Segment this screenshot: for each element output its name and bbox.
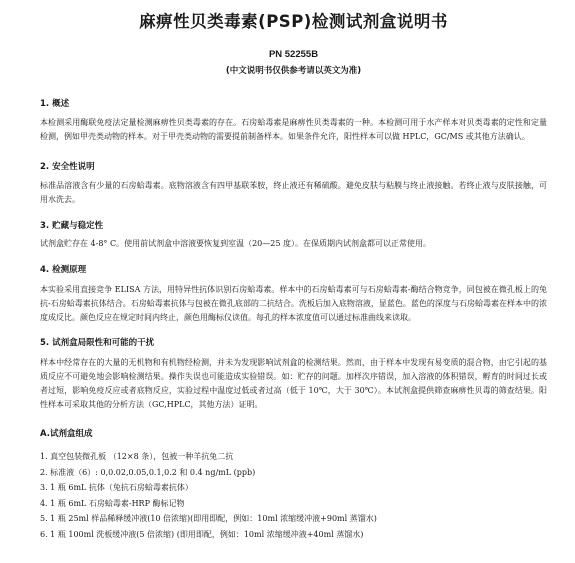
kit-item: 3. 1 瓶 6mL 抗体（兔抗石房蛤毒素抗体） bbox=[40, 483, 193, 492]
section-body-principle: 本实验采用直接竞争 ELISA 方法，用特异性抗体识别石房蛤毒素。样本中的石房蛤毒素可与石房蛤毒素-酶结合物竞争，同包被在微孔板上的兔抗-石房蛤毒素抗体结合。石房蛤毒素抗体与包被在微孔底部的二抗结合。洗板后加入底物溶液，显蓝色。蓝色的深度与石房蛤毒素在样本中的浓度成反比。颜色反应在规定时间内终止，颜色用酶标仪读值。每孔的样本浓度值可以通过标准曲线来读取。 bbox=[40, 285, 547, 322]
document-title: 麻痹性贝类毒素(PSP)检测试剂盒说明书 bbox=[139, 12, 448, 31]
section-body-overview: 本检测采用酶联免疫法定量检测麻痹性贝类毒素的存在。石房蛤毒素是麻痹性贝类毒素的一种。本检测可用于水产样本对贝类毒素的定性和定量检测，例如甲壳类动物的样本。对于甲壳类动物的需要提前制备样本。如果条件允许，阳性样本可以做 HPLC，GC/MS 或其他方法确认。 bbox=[40, 118, 547, 141]
translation-note: (中文说明书仅供参考请以英文为准) bbox=[225, 66, 362, 76]
kit-item: 5. 1 瓶 25ml 样品稀释缓冲液(10 倍浓缩)(即用即配，例如：10ml 浓缩缓冲液+90ml 蒸馏水) bbox=[40, 514, 377, 523]
kit-components-heading: A.试剂盒组成 bbox=[40, 429, 93, 439]
section-body-storage: 试剂盒贮存在 4-8° C。使用前试剂盒中溶液要恢复到室温（20—25 度）。在保质期内试剂盒都可以正常使用。 bbox=[40, 239, 431, 248]
section-heading-overview: 1. 概述 bbox=[40, 99, 70, 109]
kit-item: 4. 1 瓶 6mL 石房蛤毒素-HRP 酶标记物 bbox=[40, 498, 185, 508]
section-body-safety: 标准品溶液含有少量的石房蛤毒素。底物溶液含有四甲基联苯胺，终止液还有稀硫酸。避免皮肤与粘膜与终止液接触。若终止液与皮肤接触，可用水洗去。 bbox=[40, 181, 547, 204]
kit-item: 2. 标准液（6）: 0,0.02,0.05,0.1,0.2 和 0.4 ng/mL (ppb) bbox=[40, 467, 256, 477]
section-heading-safety: 2. 安全性说明 bbox=[40, 162, 95, 172]
section-heading-principle: 4. 检测原理 bbox=[40, 265, 87, 275]
section-body-limitations: 样本中经常存在的大量的无机物和有机物经检测，并未为发现影响试剂盒的检测结果。然而，由于样本中发现有易变质的混合物，由它引起的基质反应不可避免地会影响检测结果。操作失误也可能造成实验错误。如：贮存的问题。加样次序错误，加入溶液的体积错误，孵育的时间过长或者过短，影响免疫反应或者底物反应，实验过程中温度过低或者过高（低于 10℃，大于 30℃）。本试剂盒提供筛查麻痹性贝毒的筛查结果。阳性样本可采取其他的分析方法（GC,HPLC，其他方法）证明。 bbox=[40, 358, 547, 409]
section-heading-storage: 3. 贮藏与稳定性 bbox=[40, 221, 104, 231]
section-heading-limitations: 5. 试剂盒局限性和可能的干扰 bbox=[40, 338, 155, 348]
part-number: PN 52255B bbox=[268, 49, 319, 60]
kit-item: 6. 1 瓶 100ml 洗板缓冲液(5 倍浓缩) (即用即配，例如：10ml 浓缩缓冲液+40ml 蒸馏水) bbox=[40, 529, 364, 539]
kit-item: 1. 真空包装微孔板 （12×8 条），包被一种羊抗兔二抗 bbox=[40, 452, 234, 461]
kit-components-list bbox=[40, 449, 547, 542]
